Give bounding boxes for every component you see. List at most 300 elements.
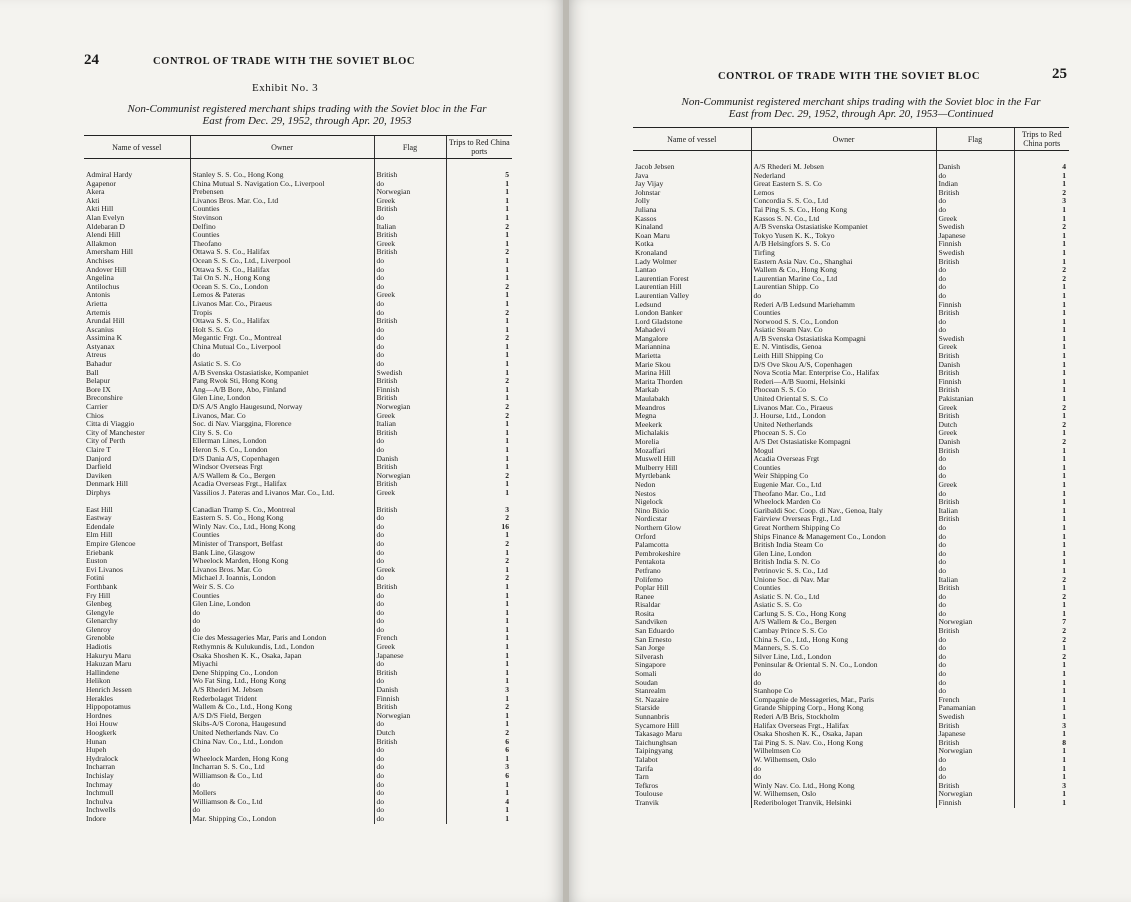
trips-count: 2 — [446, 514, 512, 523]
book-gutter — [563, 0, 569, 902]
vessel-name: Hallindene — [86, 668, 120, 677]
vessel-name: Assimina K — [86, 334, 123, 343]
flag: British — [936, 352, 1014, 361]
vessel-name: San Eduardo — [635, 627, 675, 636]
vessel-name: Ranee — [635, 592, 654, 601]
table-row — [84, 326, 512, 335]
table-row — [84, 523, 512, 532]
owner: do — [190, 351, 374, 360]
owner: Asiatic S. N. Co., Ltd — [751, 593, 936, 602]
vessel-name: Jay Vijay — [635, 180, 664, 189]
owner: Miyachi — [190, 660, 374, 669]
trips-count: 2 — [446, 377, 512, 386]
flag: Swedish — [936, 223, 1014, 232]
owner: Rethymnis & Kulukundis, Ltd., London — [190, 643, 374, 652]
vessel-name: Antilochus — [86, 282, 120, 291]
trips-count: 1 — [1014, 765, 1069, 774]
vessel-name: Arietta — [86, 299, 108, 308]
flag: British — [374, 583, 446, 592]
owner: United Netherlands Nav. Co — [190, 729, 374, 738]
flag: do — [374, 257, 446, 266]
owner: City S. S. Co — [190, 429, 374, 438]
vessel-name: Eastway — [86, 514, 112, 523]
table-row — [84, 317, 512, 326]
flag: do — [936, 464, 1014, 473]
owner: British India Steam Co — [751, 541, 936, 550]
flag: do — [936, 765, 1014, 774]
table-row — [633, 429, 1069, 438]
flag: do — [374, 815, 446, 824]
owner: Ships Finance & Management Co., London — [751, 533, 936, 542]
owner: Bank Line, Glasgow — [190, 549, 374, 558]
flag: Indian — [936, 180, 1014, 189]
flag: British — [936, 515, 1014, 524]
flag: British — [374, 317, 446, 326]
trips-count: 1 — [1014, 498, 1069, 507]
table-row — [633, 576, 1069, 585]
owner: Acadia Overseas Frgt — [751, 455, 936, 464]
trips-count: 2 — [1014, 593, 1069, 602]
owner: Nederland — [751, 172, 936, 181]
vessel-name: Denmark Hill — [86, 480, 128, 489]
flag: do — [374, 540, 446, 549]
vessel-name: Laurentian Hill — [635, 283, 682, 292]
table-row — [633, 524, 1069, 533]
flag: Danish — [374, 455, 446, 464]
table-row — [84, 223, 512, 232]
vessel-table — [84, 135, 512, 824]
trips-count: 1 — [446, 549, 512, 558]
vessel-name: Glengyle — [86, 608, 114, 617]
flag: Swedish — [936, 713, 1014, 722]
table-row — [633, 438, 1069, 447]
trips-count: 1 — [446, 429, 512, 438]
table-row — [633, 326, 1069, 335]
column-header-owner: Owner — [190, 136, 374, 159]
table-row — [84, 652, 512, 661]
vessel-name: Marie Skou — [635, 360, 671, 369]
flag: do — [936, 318, 1014, 327]
table-row — [633, 593, 1069, 602]
trips-count: 1 — [446, 446, 512, 455]
trips-count: 1 — [446, 231, 512, 240]
trips-count: 1 — [446, 634, 512, 643]
trips-count: 1 — [446, 420, 512, 429]
trips-count: 2 — [446, 223, 512, 232]
flag: British — [936, 369, 1014, 378]
trips-count: 1 — [1014, 429, 1069, 438]
trips-count: 1 — [1014, 283, 1069, 292]
vessel-table — [633, 127, 1069, 808]
vessel-name: Marita Thorden — [635, 377, 683, 386]
owner: Wo Fat Sing, Ltd., Hong Kong — [190, 677, 374, 686]
owner: Rederibologet Tranvik, Helsinki — [751, 799, 936, 808]
owner: Nova Scotia Mar. Enterprise Co., Halifax — [751, 369, 936, 378]
trips-count: 1 — [1014, 756, 1069, 765]
trips-count: 2 — [446, 412, 512, 421]
trips-count: 2 — [1014, 223, 1069, 232]
table-row — [633, 670, 1069, 679]
trips-count: 1 — [1014, 447, 1069, 456]
table-row — [84, 334, 512, 343]
owner: Dene Shipping Co., London — [190, 669, 374, 678]
vessel-name: Myrtlebank — [635, 472, 671, 481]
owner: Weir Shipping Co — [751, 472, 936, 481]
vessel-name: Glenarchy — [86, 617, 118, 626]
table-row — [84, 781, 512, 790]
owner: do — [190, 746, 374, 755]
owner: Stanley S. S. Co., Hong Kong — [190, 171, 374, 180]
vessel-name: Danjord — [86, 454, 111, 463]
owner: Manners, S. S. Co — [751, 644, 936, 653]
trips-count: 1 — [1014, 773, 1069, 782]
trips-count: 1 — [446, 583, 512, 592]
owner: Counties — [751, 464, 936, 473]
vessel-name: Marina Hill — [635, 369, 671, 378]
owner: Asiatic S. S. Co — [751, 601, 936, 610]
flag: do — [374, 351, 446, 360]
table-row — [633, 730, 1069, 739]
column-header-vessel: Name of vessel — [633, 128, 751, 151]
trips-count: 2 — [446, 248, 512, 257]
vessel-name: Akti Hill — [86, 205, 114, 214]
table-row — [84, 472, 512, 481]
vessel-name: City of Perth — [86, 437, 126, 446]
vessel-name: Sunnanbris — [635, 713, 670, 721]
trips-count: 1 — [446, 274, 512, 283]
running-head: CONTROL OF TRADE WITH THE SOVIET BLOC — [153, 56, 416, 67]
flag: British — [936, 412, 1014, 421]
owner: Counties — [190, 531, 374, 540]
column-header-flag: Flag — [374, 136, 446, 159]
trips-count: 2 — [1014, 438, 1069, 447]
flag: British — [936, 447, 1014, 456]
table-row — [84, 274, 512, 283]
trips-count: 1 — [1014, 249, 1069, 258]
table-row — [84, 540, 512, 549]
trips-count: 2 — [446, 574, 512, 583]
owner: D/S Dania A/S, Copenhagen — [190, 455, 374, 464]
vessel-name: Sandviken — [635, 618, 668, 627]
owner: Tai Ping S. S. Co., Hong Kong — [751, 206, 936, 215]
trips-count: 1 — [446, 660, 512, 669]
flag: do — [374, 720, 446, 729]
flag: British — [936, 627, 1014, 636]
vessel-name: Mulberry Hill — [635, 463, 678, 472]
table-row — [84, 266, 512, 275]
table-spacer — [84, 159, 512, 172]
trips-count: 2 — [446, 334, 512, 343]
trips-count: 1 — [1014, 464, 1069, 473]
vessel-name: Meekerk — [635, 420, 662, 429]
trips-count: 7 — [1014, 618, 1069, 627]
flag: Norwegian — [374, 712, 446, 721]
owner: Counties — [190, 592, 374, 601]
owner: Tirfing — [751, 249, 936, 258]
vessel-name: Glenbeg — [86, 600, 112, 609]
trips-count: 2 — [1014, 421, 1069, 430]
flag: Japanese — [374, 652, 446, 661]
owner: Heron S. S. Co., London — [190, 446, 374, 455]
table-row — [84, 643, 512, 652]
vessel-name: Risaldar — [635, 601, 661, 610]
flag: Danish — [936, 163, 1014, 172]
vessel-name: Taichunghsan — [635, 738, 678, 747]
table-row — [633, 704, 1069, 713]
flag: Swedish — [374, 369, 446, 378]
trips-count: 1 — [446, 205, 512, 214]
vessel-name: Java — [635, 171, 649, 180]
table-row — [633, 722, 1069, 731]
trips-count: 1 — [446, 600, 512, 609]
vessel-name: Belapur — [86, 377, 111, 386]
owner: Michael J. Ioannis, London — [190, 574, 374, 583]
right-page — [566, 0, 1131, 902]
table-row — [633, 421, 1069, 430]
trips-count: 1 — [1014, 258, 1069, 267]
vessel-name: Taipingyang — [635, 747, 673, 756]
table-row — [633, 335, 1069, 344]
owner: Minister of Transport, Belfast — [190, 540, 374, 549]
vessel-name: San Jorge — [635, 644, 665, 653]
owner: Delfino — [190, 223, 374, 232]
table-row — [84, 634, 512, 643]
vessel-name: Dirphys — [86, 488, 111, 497]
owner: Cie des Messageries Mar, Paris and London — [190, 634, 374, 643]
table-row — [84, 506, 512, 515]
trips-count: 1 — [446, 180, 512, 189]
trips-count: 1 — [446, 489, 512, 498]
trips-count: 3 — [446, 686, 512, 695]
flag: Dutch — [936, 421, 1014, 430]
vessel-name: Muswell Hill — [635, 455, 676, 464]
owner: Windsor Overseas Frgt — [190, 463, 374, 472]
vessel-name: Kassos — [635, 214, 657, 223]
vessel-name: Stanrealm — [635, 687, 666, 696]
flag: British — [374, 463, 446, 472]
trips-count: 2 — [1014, 576, 1069, 585]
vessel-name: Bore IX — [86, 385, 111, 394]
flag: British — [374, 703, 446, 712]
trips-count: 2 — [446, 403, 512, 412]
vessel-name: East Hill — [86, 505, 113, 514]
vessel-name: Grenoble — [86, 634, 115, 643]
flag: do — [936, 558, 1014, 567]
flag: do — [374, 772, 446, 781]
owner: Kassos S. N. Co., Ltd — [751, 215, 936, 224]
flag: do — [374, 746, 446, 755]
table-row — [84, 403, 512, 412]
vessel-name: Kinaland — [635, 223, 663, 232]
flag: do — [936, 472, 1014, 481]
owner: Counties — [190, 205, 374, 214]
table-row — [633, 309, 1069, 318]
trips-count: 1 — [1014, 343, 1069, 352]
trips-count: 1 — [446, 566, 512, 575]
owner: Livanos, Mar. Co — [190, 412, 374, 421]
owner: Livanos Bros. Mar. Co — [190, 566, 374, 575]
vessel-name: Mozaffari — [635, 446, 666, 455]
table-row — [84, 729, 512, 738]
flag: do — [936, 687, 1014, 696]
flag: do — [936, 567, 1014, 576]
vessel-name: Maulabakh — [635, 395, 670, 404]
owner: A/S Rhederi M. Jebsen — [190, 686, 374, 695]
vessel-name: Elm Hill — [86, 531, 113, 540]
flag: Greek — [374, 240, 446, 249]
table-row — [633, 301, 1069, 310]
table-row — [84, 549, 512, 558]
trips-count: 3 — [1014, 782, 1069, 791]
owner: Tropis — [190, 309, 374, 318]
owner: Stevinson — [190, 214, 374, 223]
table-row — [633, 558, 1069, 567]
vessel-name: Allakmon — [86, 239, 117, 248]
trips-count: 1 — [446, 755, 512, 764]
flag: do — [374, 781, 446, 790]
trips-count: 1 — [1014, 799, 1069, 808]
flag: do — [374, 514, 446, 523]
vessel-name: Takasago Maru — [635, 730, 682, 739]
owner: do — [190, 609, 374, 618]
trips-count: 2 — [1014, 627, 1069, 636]
trips-count: 1 — [446, 437, 512, 446]
trips-count: 1 — [1014, 541, 1069, 550]
table-row — [84, 626, 512, 635]
owner: Glen Line, London — [190, 600, 374, 609]
vessel-name: Aldebaran D — [86, 222, 126, 231]
flag: Greek — [374, 197, 446, 206]
owner: Tokyo Yusen K. K., Tokyo — [751, 232, 936, 241]
vessel-name: Laurentian Valley — [635, 291, 690, 300]
table-row — [84, 257, 512, 266]
owner: United Netherlands — [751, 421, 936, 430]
table-row — [633, 765, 1069, 774]
table-row — [84, 412, 512, 421]
flag: do — [374, 334, 446, 343]
flag: do — [936, 283, 1014, 292]
table-row — [84, 514, 512, 523]
table-row — [633, 515, 1069, 524]
vessel-name: Daviken — [86, 471, 112, 480]
flag: do — [374, 523, 446, 532]
trips-count — [446, 498, 512, 506]
trips-count: 2 — [446, 703, 512, 712]
owner: Peninsular & Oriental S. N. Co., London — [751, 661, 936, 670]
vessel-name: Tarn — [635, 773, 649, 782]
table-row — [84, 592, 512, 601]
table-row — [84, 772, 512, 781]
table-row — [633, 258, 1069, 267]
table-row — [633, 747, 1069, 756]
flag: British — [374, 429, 446, 438]
trips-count: 2 — [1014, 189, 1069, 198]
table-row — [633, 533, 1069, 542]
vessel-name: Nordicstar — [635, 515, 668, 524]
table-row — [633, 464, 1069, 473]
trips-count: 1 — [1014, 679, 1069, 688]
table-caption: Non-Communist registered merchant ships trading with the Soviet bloc in the Far East from Dec. 29, 1952, through Apr. 20, 1953 — [127, 103, 487, 127]
trips-count: 1 — [1014, 240, 1069, 249]
trips-count: 1 — [446, 214, 512, 223]
table-row — [84, 712, 512, 721]
table-row — [84, 197, 512, 206]
vessel-name: Northern Glow — [635, 523, 682, 532]
flag: do — [374, 283, 446, 292]
owner: do — [751, 292, 936, 301]
table-row — [633, 756, 1069, 765]
table-row — [84, 463, 512, 472]
table-row — [633, 369, 1069, 378]
flag: do — [936, 292, 1014, 301]
table-row — [84, 617, 512, 626]
flag: Swedish — [936, 335, 1014, 344]
trips-count: 1 — [1014, 455, 1069, 464]
vessel-name: Inchmay — [86, 780, 113, 789]
vessel-name: Petfrano — [635, 566, 661, 575]
table-row — [633, 215, 1069, 224]
flag: do — [936, 266, 1014, 275]
owner: D/S Ove Skou A/S, Copenhagen — [751, 361, 936, 370]
flag: Japanese — [936, 232, 1014, 241]
trips-count: 1 — [1014, 661, 1069, 670]
table-row — [633, 266, 1069, 275]
trips-count: 1 — [1014, 730, 1069, 739]
trips-count: 1 — [1014, 550, 1069, 559]
trips-count: 1 — [1014, 481, 1069, 490]
vessel-name: Nedon — [635, 480, 656, 489]
flag: Finnish — [374, 695, 446, 704]
owner: Osaka Shoshen K. K., Osaka, Japan — [190, 652, 374, 661]
owner: W. Wilhemsen, Oslo — [751, 790, 936, 799]
flag: British — [936, 189, 1014, 198]
trips-count: 1 — [1014, 687, 1069, 696]
vessel-name: Incharran — [86, 763, 116, 772]
vessel-name: Hoi Houw — [86, 720, 118, 729]
flag: do — [936, 326, 1014, 335]
trips-count: 2 — [446, 283, 512, 292]
owner: Wallem & Co., Ltd., Hong Kong — [190, 703, 374, 712]
page-number: 25 — [1052, 66, 1067, 82]
owner: Pang Rwok Sti, Hong Kong — [190, 377, 374, 386]
table-row — [633, 343, 1069, 352]
table-row — [84, 489, 512, 498]
trips-count: 1 — [1014, 567, 1069, 576]
trips-count: 2 — [446, 309, 512, 318]
owner: Williamson & Co., Ltd — [190, 772, 374, 781]
vessel-name: Alan Evelyn — [86, 213, 125, 222]
owner: Unione Soc. di Nav. Mar — [751, 576, 936, 585]
flag: do — [374, 677, 446, 686]
vessel-name: Akti — [86, 196, 100, 205]
trips-count: 1 — [446, 343, 512, 352]
flag: do — [374, 600, 446, 609]
owner: Prebensen — [190, 188, 374, 197]
table-row — [84, 180, 512, 189]
trips-count: 1 — [446, 300, 512, 309]
flag: do — [374, 180, 446, 189]
flag: British — [374, 231, 446, 240]
owner: Ottawa S. S. Co., Halifax — [190, 248, 374, 257]
owner: A/B Svenska Ostasiatiska Kompagni — [751, 335, 936, 344]
vessel-name: Akera — [86, 188, 105, 197]
owner: Great Northern Shipping Co — [751, 524, 936, 533]
vessel-name: Inchwells — [86, 806, 116, 815]
trips-count: 8 — [1014, 739, 1069, 748]
trips-count: 4 — [1014, 163, 1069, 172]
table-row — [633, 197, 1069, 206]
vessel-name: Jacob Jebsen — [635, 163, 675, 171]
